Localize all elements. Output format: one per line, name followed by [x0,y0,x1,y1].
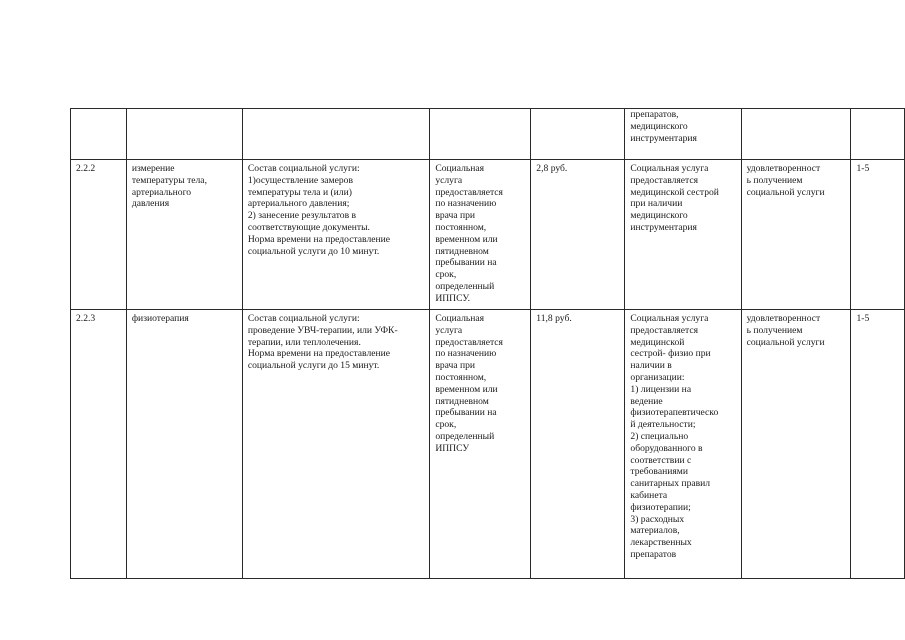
cell-tariff [531,109,625,160]
cell-content: Состав социальной услуги: проведение УВЧ-терапии, или УФК- терапии, или теплолечения. Норма времени на предоставление социальной услуги до 15 минут. [242,310,429,579]
cell-evaluation: 1-5 [851,310,905,579]
cell-conditions [430,109,531,160]
cell-conditions: Социальная услуга предоставляется по назначению врача при постоянном, временном или пятидневном пребывании на срок, определенный ИППСУ [430,310,531,579]
cell-number [71,109,127,160]
cell-tariff: 2,8 руб. [531,160,625,310]
services-table [70,108,905,579]
cell-content [242,109,429,160]
cell-number: 2.2.2 [71,160,127,310]
cell-indicators [741,109,851,160]
cell-requirements: препаратов, медицинского инструментария [625,109,741,160]
cell-requirements: Социальная услуга предоставляется медицинской сестрой- физио при наличии в организации: 1) лицензии на ведение физиотерапевтическо й деятельности; 2) специально оборудованного в соответствии с требованиями санитарных правил кабинета физиотерапии; 3) расходных материалов, лекарственных препаратов [625,310,741,579]
cell-service-name: физиотерапия [126,310,242,579]
table-row [71,109,905,160]
table-row [71,310,905,579]
cell-service-name [126,109,242,160]
cell-content: Состав социальной услуги: 1)осуществление замеров температуры тела и (или) артериального давления; 2) занесение результатов в соответствующие документы. Норма времени на предоставление социальной услуги до 10 минут. [242,160,429,310]
cell-conditions: Социальная услуга предоставляется по назначению врача при постоянном, временном или пятидневном пребывании на срок, определенный ИППСУ. [430,160,531,310]
cell-service-name: измерение температуры тела, артериального давления [126,160,242,310]
cell-indicators: удовлетворенност ь получением социальной услуги [741,310,851,579]
cell-evaluation [851,109,905,160]
cell-evaluation: 1-5 [851,160,905,310]
cell-tariff: 11,8 руб. [531,310,625,579]
cell-requirements: Социальная услуга предоставляется медицинской сестрой при наличии медицинского инструментария [625,160,741,310]
cell-indicators: удовлетворенност ь получением социальной услуги [741,160,851,310]
cell-number: 2.2.3 [71,310,127,579]
table-row [71,160,905,310]
